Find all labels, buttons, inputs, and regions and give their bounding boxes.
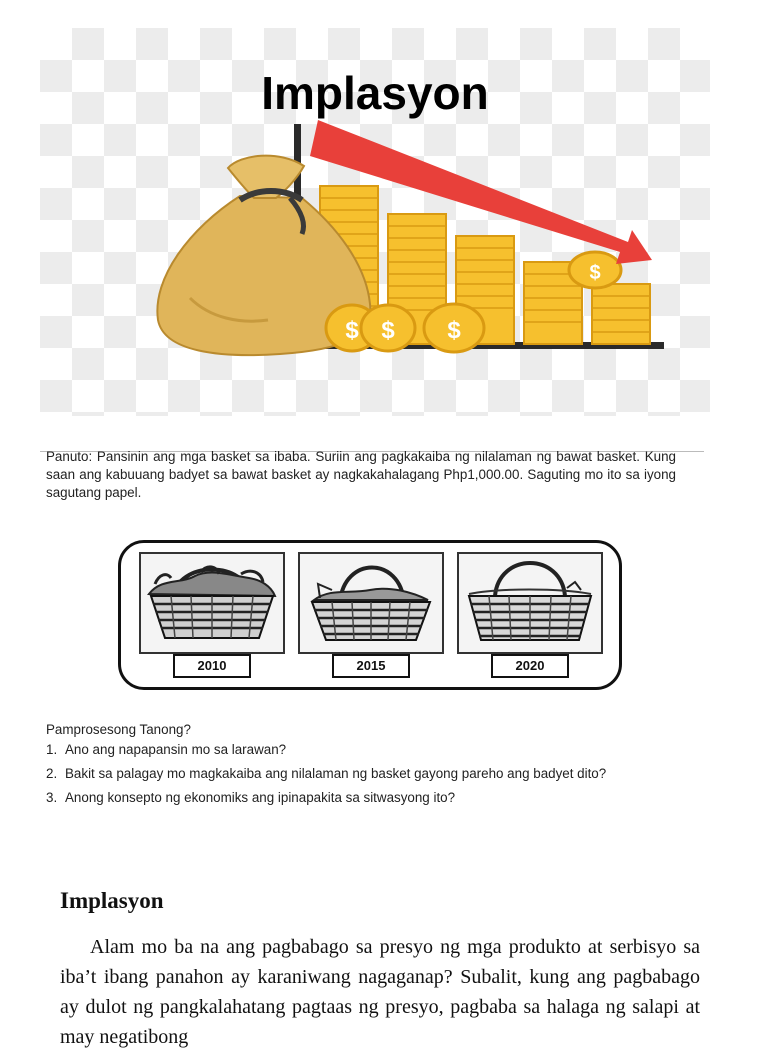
- coin-dollar-2: $: [381, 317, 395, 344]
- questions-list: [46, 741, 678, 813]
- questions-title: Pamprosesong Tanong?: [46, 722, 191, 737]
- year-label-2010: 2010: [173, 654, 251, 678]
- year-label-2020: 2020: [491, 654, 569, 678]
- baskets-figure: [118, 540, 622, 690]
- section-body: Alam mo ba na ang pagbabago sa presyo ng mga produkto at serbisyo sa iba’t ibang panahon ay karaniwang nagaganap? Subalit, kung ang pagbabago ay dulot ng pangkalahatang pagtaas ng presyo, pagbaba sa halaga ng salapi at may negatibong: [60, 936, 700, 1048]
- coin-stack-5: [592, 284, 650, 344]
- basket-half-icon: [300, 554, 442, 652]
- basket-full-icon: [141, 554, 283, 652]
- question-number: 3.: [46, 790, 58, 805]
- question-text: Ano ang napapansin mo sa larawan?: [65, 742, 287, 757]
- question-text: Anong konsepto ng ekonomiks ang ipinapakita sa sitwasyong ito?: [65, 790, 456, 805]
- question-number: 1.: [46, 742, 58, 757]
- section-title: Implasyon: [60, 888, 164, 913]
- question-text: Bakit sa palagay mo magkakaiba ang nilalaman ng basket gayong pareho ang badyet dito?: [65, 766, 607, 781]
- question-item: [46, 741, 678, 758]
- inflation-illustration: [40, 28, 710, 416]
- hero-title: Implasyon: [261, 67, 489, 119]
- year-label-2015: 2015: [332, 654, 410, 678]
- instructions-text: Panuto: Pansinin ang mga basket sa ibaba. Suriin ang pagkakaiba ng nilalaman ng bawat basket. Kung saan ang kabuuang badyet sa bawat basket ay nagkakahalagang Php1,000.00. Saguting mo ito sa iyong sagutang papel.: [46, 449, 676, 500]
- basket-panel-2015: [298, 552, 444, 654]
- question-item: [46, 789, 678, 806]
- coin-dollar-3: $: [447, 317, 461, 344]
- question-item: [46, 765, 678, 782]
- coin-dollar-1: $: [345, 317, 359, 344]
- coin-dollar-4: $: [589, 262, 601, 284]
- question-number: 2.: [46, 766, 58, 781]
- basket-panel-2020: [457, 552, 603, 654]
- basket-empty-icon: [459, 554, 601, 652]
- basket-panel-2010: [139, 552, 285, 654]
